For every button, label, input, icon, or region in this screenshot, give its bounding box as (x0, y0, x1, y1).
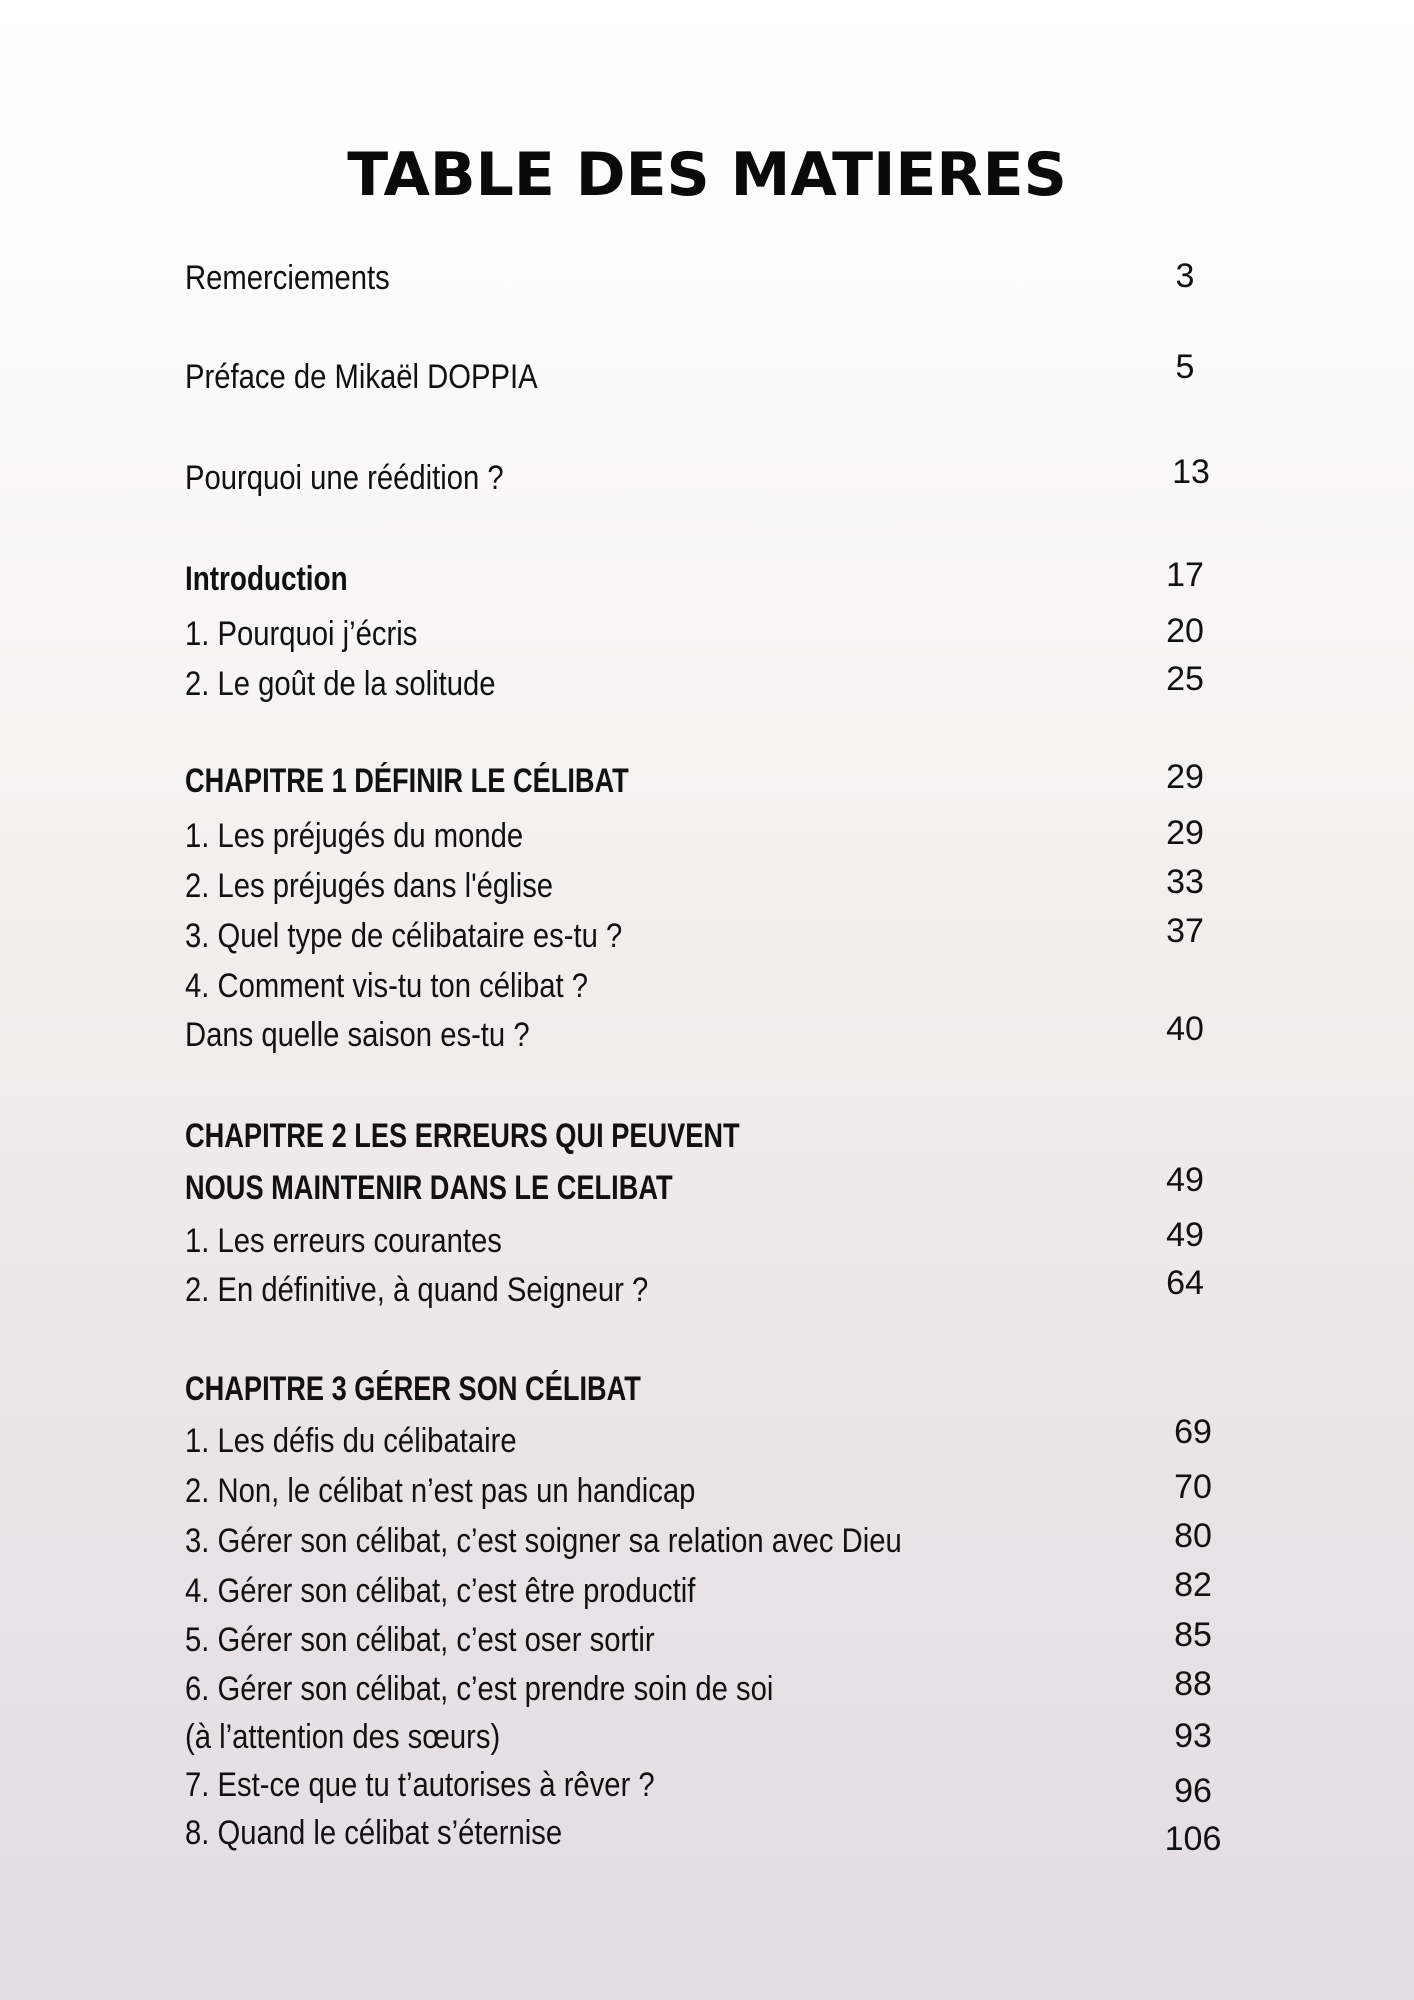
toc-entry-page: 29 (1166, 814, 1204, 852)
toc-entry-label: 4. Comment vis-tu ton célibat ? (185, 967, 589, 1005)
toc-entry-label: 8. Quand le célibat s’éternise (185, 1814, 563, 1852)
toc-entry-page: 106 (1164, 1820, 1222, 1858)
toc-entry-page: 69 (1174, 1413, 1212, 1451)
toc-entry-label: 6. Gérer son célibat, c’est prendre soin de soi (185, 1670, 774, 1708)
toc-entry-label: 1. Les défis du célibataire (185, 1422, 517, 1460)
toc-entry-page: 96 (1174, 1772, 1212, 1810)
toc-entry-label: Introduction (185, 560, 348, 598)
toc-entry-label: 1. Pourquoi j’écris (185, 615, 418, 653)
toc-entry-page: 29 (1166, 758, 1204, 796)
toc-entry-label: 2. Non, le célibat n’est pas un handicap (185, 1472, 696, 1510)
toc-entry-page: 80 (1174, 1517, 1212, 1555)
toc-entry-label: (à l’attention des sœurs) (185, 1718, 501, 1756)
toc-entry-label: 3. Quel type de célibataire es-tu ? (185, 917, 623, 955)
toc-entry-page: 88 (1174, 1665, 1212, 1703)
toc-entry-page: 40 (1166, 1010, 1204, 1048)
toc-entry-page: 70 (1174, 1468, 1212, 1506)
toc-entry-label: 1. Les préjugés du monde (185, 817, 524, 855)
toc-entry-page: 37 (1166, 912, 1204, 950)
toc-entry-label: 2. Le goût de la solitude (185, 665, 496, 703)
toc-entry-label: CHAPITRE 2 LES ERREURS QUI PEUVENT (185, 1117, 740, 1155)
toc-entry-page: 33 (1166, 863, 1204, 901)
toc-entry-label: 2. Les préjugés dans l'église (185, 867, 554, 905)
toc-entry-page: 82 (1174, 1566, 1212, 1604)
toc-entry-label: 3. Gérer son célibat, c’est soigner sa relation avec Dieu (185, 1522, 902, 1560)
toc-entry-page: 20 (1166, 612, 1204, 650)
toc-entry-page: 64 (1166, 1264, 1204, 1302)
toc-entry-page: 3 (1175, 257, 1195, 295)
toc-entry-label: NOUS MAINTENIR DANS LE CELIBAT (185, 1169, 673, 1207)
toc-entry-page: 93 (1174, 1717, 1212, 1755)
toc-entry-label: CHAPITRE 1 DÉFINIR LE CÉLIBAT (185, 762, 629, 800)
toc-entry-page: 85 (1174, 1616, 1212, 1654)
toc-entry-label: Pourquoi une réédition ? (185, 459, 504, 497)
page-title: TABLE DES MATIERES (347, 140, 1067, 210)
toc-entry-label: Dans quelle saison es-tu ? (185, 1016, 530, 1054)
toc-entry-page: 5 (1175, 348, 1195, 386)
toc-entry-page: 49 (1166, 1216, 1204, 1254)
toc-entry-label: Remerciements (185, 259, 390, 297)
toc-entry-label: Préface de Mikaël DOPPIA (185, 358, 538, 396)
toc-entry-page: 17 (1166, 556, 1204, 594)
toc-entry-label: 5. Gérer son célibat, c’est oser sortir (185, 1621, 655, 1659)
toc-entry-label: 4. Gérer son célibat, c’est être productif (185, 1572, 696, 1610)
toc-entry-page: 49 (1166, 1161, 1204, 1199)
toc-entry-label: CHAPITRE 3 GÉRER SON CÉLIBAT (185, 1370, 641, 1408)
toc-entry-label: 1. Les erreurs courantes (185, 1222, 502, 1260)
toc-entry-label: 7. Est-ce que tu t’autorises à rêver ? (185, 1766, 655, 1804)
toc-entry-page: 13 (1172, 453, 1210, 491)
toc-entry-label: 2. En définitive, à quand Seigneur ? (185, 1271, 649, 1309)
toc-entry-page: 25 (1166, 660, 1204, 698)
